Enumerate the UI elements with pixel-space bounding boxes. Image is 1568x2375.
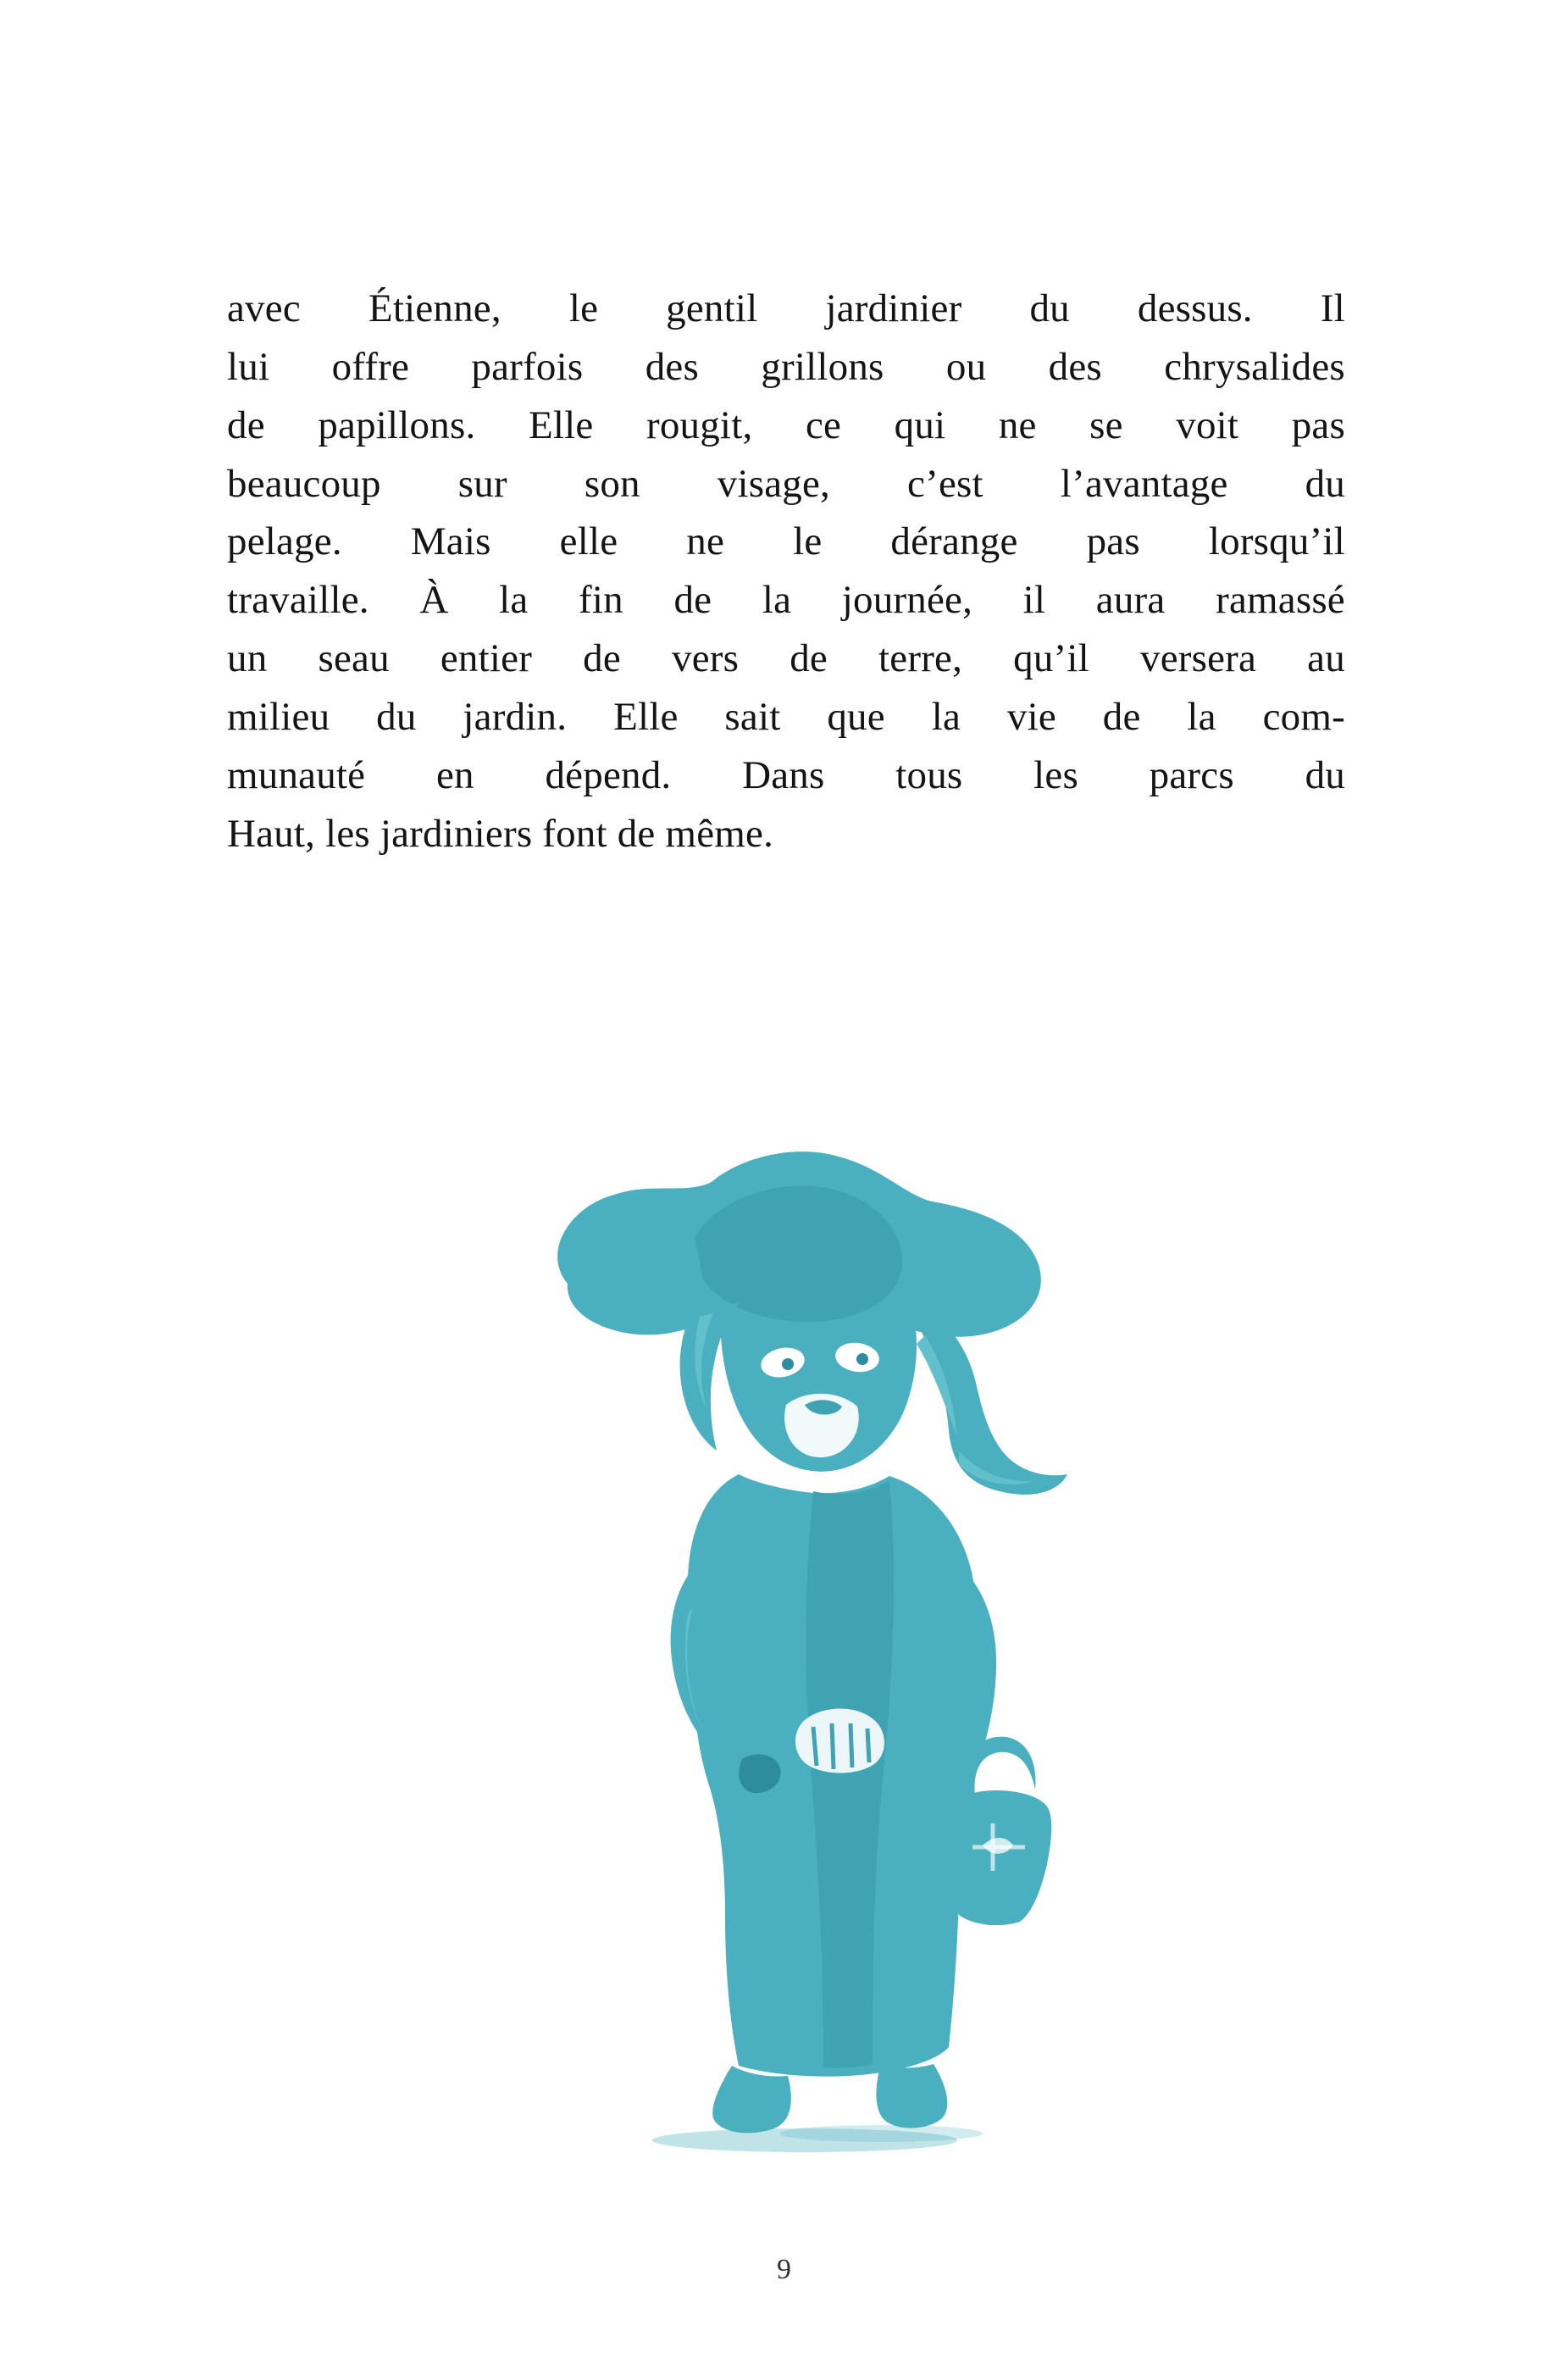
text-word: beaucoup	[227, 461, 381, 506]
text-line: Haut, les jardiniers font de même.	[227, 811, 774, 856]
text-word: munauté	[227, 752, 366, 797]
text-word: entier	[440, 636, 533, 681]
text-line	[227, 338, 1345, 397]
text-word: vers	[672, 636, 740, 681]
text-line	[227, 513, 1345, 571]
text-word: ne	[686, 519, 725, 564]
text-word: lorsqu’il	[1208, 519, 1345, 564]
text-word: que	[827, 694, 885, 739]
text-word: offre	[331, 344, 410, 389]
text-word: dépend.	[545, 752, 672, 797]
text-word: de	[790, 636, 828, 681]
text-word: parcs	[1149, 752, 1234, 797]
text-word: le	[793, 519, 823, 564]
text-word: de	[583, 636, 621, 681]
text-word: en	[435, 752, 474, 797]
text-word: visage,	[717, 461, 830, 506]
text-word: lui	[227, 344, 270, 389]
text-word: les	[1033, 752, 1078, 797]
text-word: ce	[805, 402, 842, 447]
text-line	[227, 630, 1345, 688]
text-word: pas	[1291, 402, 1345, 447]
text-word: milieu	[227, 694, 330, 739]
character-illustration	[440, 1135, 1144, 2161]
text-word: de	[1102, 694, 1141, 739]
text-word: sait	[724, 694, 781, 739]
text-word: jardinier	[825, 286, 962, 330]
text-word: parfois	[471, 344, 584, 389]
text-word: elle	[559, 519, 618, 564]
text-word: de	[673, 578, 712, 623]
text-word: com-	[1262, 694, 1345, 739]
text-word: gentil	[666, 286, 758, 330]
text-line	[227, 397, 1345, 455]
text-word: avec	[227, 286, 301, 330]
text-word: jardin.	[463, 694, 568, 739]
text-word: la	[1187, 694, 1216, 739]
text-word: qui	[894, 402, 946, 447]
text-line	[227, 455, 1345, 513]
text-word: du	[1305, 461, 1345, 506]
text-word: terre,	[878, 636, 963, 681]
page-number: 9	[777, 2254, 791, 2285]
text-word: c’est	[907, 461, 983, 506]
text-word: des	[1048, 344, 1102, 389]
text-word: aura	[1095, 578, 1166, 623]
text-word: la	[762, 578, 792, 623]
text-word: dessus.	[1137, 286, 1253, 330]
text-word: ne	[998, 402, 1037, 447]
text-word: du	[376, 694, 417, 739]
text-word: sur	[457, 461, 507, 506]
text-word: l’avantage	[1060, 461, 1228, 506]
text-word: journée,	[841, 578, 973, 623]
text-word: la	[931, 694, 961, 739]
text-word: au	[1307, 636, 1345, 681]
text-word: de	[227, 402, 265, 447]
text-word: seau	[318, 636, 390, 681]
text-word: chrysalides	[1164, 344, 1345, 389]
text-word: Il	[1320, 286, 1345, 330]
text-word: du	[1305, 752, 1345, 797]
text-word: vie	[1006, 694, 1056, 739]
text-word: pelage.	[227, 519, 342, 564]
text-word: Elle	[528, 402, 594, 447]
text-word: papillons.	[318, 402, 476, 447]
text-line	[227, 746, 1345, 805]
text-line	[227, 688, 1345, 746]
body-text	[227, 280, 1345, 863]
paragraph	[227, 280, 1345, 863]
text-word: son	[584, 461, 640, 506]
text-word: ramassé	[1216, 578, 1345, 623]
text-line	[227, 280, 1345, 338]
text-word: Dans	[742, 752, 825, 797]
text-word: À	[419, 578, 449, 623]
text-word: Mais	[410, 519, 491, 564]
text-word: il	[1022, 578, 1046, 623]
text-word: travaille.	[227, 578, 369, 623]
text-word: la	[499, 578, 529, 623]
text-word: Elle	[613, 694, 679, 739]
text-line	[227, 571, 1345, 630]
text-word: pas	[1086, 519, 1140, 564]
text-word: grillons	[761, 344, 884, 389]
text-word: voit	[1176, 402, 1239, 447]
text-word: du	[1029, 286, 1070, 330]
text-word: dérange	[890, 519, 1018, 564]
text-word: ou	[945, 344, 987, 389]
text-word: rougit,	[645, 402, 753, 447]
text-word: versera	[1140, 636, 1257, 681]
text-word: qu’il	[1013, 636, 1089, 681]
text-word: Étienne,	[368, 286, 501, 330]
text-word: le	[568, 286, 599, 330]
text-word: fin	[579, 578, 623, 623]
text-word: tous	[895, 752, 963, 797]
text-word: se	[1089, 402, 1123, 447]
text-word: un	[227, 636, 268, 681]
text-word: des	[645, 344, 699, 389]
